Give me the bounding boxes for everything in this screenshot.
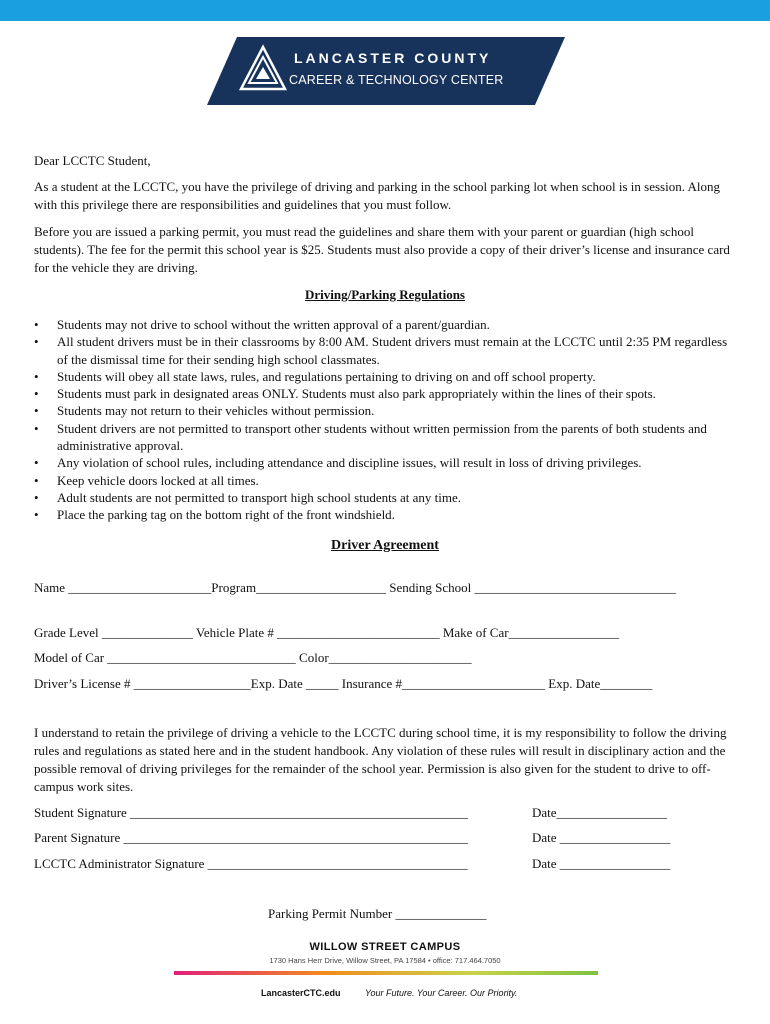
intro-paragraph: As a student at the LCCTC, you have the privilege of driving and parking in the school parking lot when school is in session. Along with this privilege there are responsibilities and guidelines that you must follow. xyxy=(34,179,721,212)
list-item: • Students may not return to their vehicles without permission. xyxy=(34,402,734,419)
agreement-heading: Driver Agreement xyxy=(331,538,439,553)
admin-signature-line[interactable]: LCCTC Administrator Signature ________________________________________ xyxy=(34,856,468,871)
parking-permit-number[interactable]: Parking Permit Number ______________ xyxy=(268,906,487,921)
form-row-grade-plate-make[interactable]: Grade Level ______________ Vehicle Plate # _________________________ Make of Car_________________ xyxy=(34,625,620,640)
regulations-heading: Driving/Parking Regulations xyxy=(305,287,465,302)
list-item: • Students must park in designated areas ONLY. Students must also park appropriately within the lines of their spots. xyxy=(34,385,734,402)
list-item: • Adult students are not permitted to transport high school students at any time. xyxy=(34,489,734,506)
list-item: • Keep vehicle doors locked at all times. xyxy=(34,472,734,489)
footer-address: 1730 Hans Herr Drive, Willow Street, PA 17584 • office: 717.464.7050 xyxy=(269,956,501,965)
lcctc-logo xyxy=(207,37,565,105)
list-item: • Students will obey all state laws, rules, and regulations pertaining to driving on and off school property. xyxy=(34,368,734,385)
list-item: • All student drivers must be in their classrooms by 8:00 AM. Student drivers must remain at the LCCTC until 2:35 PM regardless of the dismissal time for their sending high school classmates. xyxy=(34,333,734,368)
form-row-model-color[interactable]: Model of Car _____________________________ Color______________________ xyxy=(34,650,472,665)
regulations-list xyxy=(34,316,734,524)
parent-date-line[interactable]: Date _________________ xyxy=(532,830,671,845)
logo-banner-shape xyxy=(207,37,565,105)
footer-gradient-bar xyxy=(174,971,598,975)
list-item: • Any violation of school rules, including attendance and discipline issues, will result in loss of driving privileges. xyxy=(34,454,734,471)
list-item: • Place the parking tag on the bottom right of the front windshield. xyxy=(34,506,734,523)
logo-line1: LANCASTER COUNTY xyxy=(294,50,492,66)
form-row-name-program-school[interactable]: Name ______________________Program____________________ Sending School _______________________________ xyxy=(34,580,677,595)
footer-tagline: Your Future. Your Career. Our Priority. xyxy=(365,988,518,998)
salutation: Dear LCCTC Student, xyxy=(34,153,151,168)
footer-website[interactable]: LancasterCTC.edu xyxy=(261,988,341,998)
student-date-line[interactable]: Date_________________ xyxy=(532,805,668,820)
student-signature-line[interactable]: Student Signature ____________________________________________________ xyxy=(34,805,469,820)
logo-line2: CAREER & TECHNOLOGY CENTER xyxy=(289,73,504,87)
agreement-statement: I understand to retain the privilege of driving a vehicle to the LCCTC during school time, it is my responsibility to follow the driving rules and regulations as stated here and in the student handbook. Any violation of these rules will result in disciplinary action and the possible removal of driving privileges for the remainder of the school year. Permission is also given for the student to drive to off-campus work sites. xyxy=(34,725,727,794)
form-row-license-insurance[interactable]: Driver’s License # __________________Exp. Date _____ Insurance #______________________ Exp. Date________ xyxy=(34,676,653,691)
top-color-bar xyxy=(0,0,770,21)
footer-campus: WILLOW STREET CAMPUS xyxy=(309,941,461,953)
permit-paragraph: Before you are issued a parking permit, you must read the guidelines and share them with your parent or guardian (high school students). The fee for the permit this school year is $25. Students must also provide a copy of their driver’s license and insurance card for the vehicle they are driving. xyxy=(34,224,730,275)
list-item: • Students may not drive to school without the written approval of a parent/guardian. xyxy=(34,316,734,333)
parent-signature-line[interactable]: Parent Signature _____________________________________________________ xyxy=(34,830,469,845)
list-item: • Student drivers are not permitted to transport other students without written permission from the parents of both students and administrative approval. xyxy=(34,420,734,455)
admin-date-line[interactable]: Date _________________ xyxy=(532,856,671,871)
